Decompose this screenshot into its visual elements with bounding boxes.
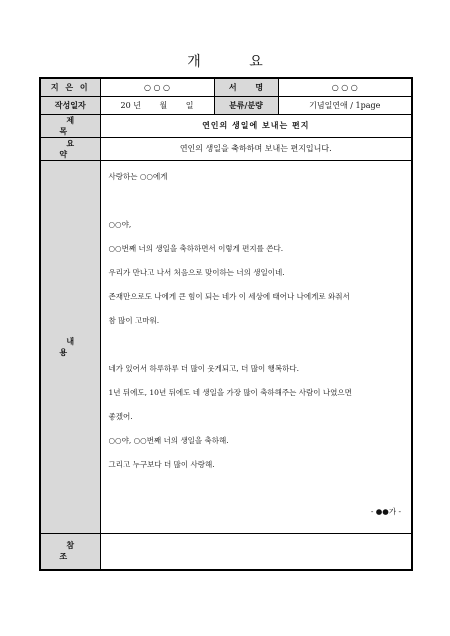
reference-row — [40, 533, 412, 570]
letter-line: ○○야, — [108, 219, 132, 229]
name-label: 서 명 — [214, 78, 278, 96]
reference-value — [100, 533, 412, 570]
author-label: 지 은 이 — [40, 78, 100, 96]
date-value — [100, 96, 214, 114]
summary-value: 연인의 생일을 축하하며 보내는 편지입니다. — [100, 137, 412, 160]
letter-line: 우리가 만나고 나서 처음으로 맞이하는 너의 생일이네. — [108, 267, 285, 277]
name-value: ○ ○ ○ — [278, 78, 412, 96]
date-month: 월 — [159, 100, 168, 110]
summary-label: 요 약 — [40, 137, 100, 160]
date-row — [40, 96, 412, 114]
content-row — [40, 160, 412, 533]
subject-value: 연인의 생일에 보내는 편지 — [100, 114, 412, 137]
category-value: 기념일연애 / 1page — [278, 96, 412, 114]
category-label: 분류/분량 — [214, 96, 278, 114]
subject-row — [40, 114, 412, 137]
letter-body — [100, 160, 412, 533]
author-value: ○ ○ ○ — [100, 78, 214, 96]
letter-line: ○○야, ○○번째 너의 생일을 축하해. — [108, 435, 229, 445]
reference-label: 참 조 — [40, 533, 100, 570]
letter-line: ○○번째 너의 생일을 축하하면서 이렇게 편지를 쓴다. — [108, 243, 284, 253]
letter-line: 참 많이 고마워. — [108, 315, 160, 325]
content-label: 내 용 — [40, 160, 100, 533]
letter-line: 좋겠어. — [108, 411, 133, 421]
author-row — [40, 78, 412, 96]
letter-line: 그리고 누구보다 더 많이 사랑해. — [108, 459, 215, 469]
letter-signature: - ●●가 - — [370, 506, 401, 516]
letter-greeting: 사랑하는 ○○에게 — [108, 171, 168, 181]
letter-line: 1년 뒤에도, 10년 뒤에도 네 생일을 가장 많이 축하해주는 사람이 나였으면 — [108, 387, 352, 397]
letter-line: 존재만으로도 나에게 큰 힘이 되는 네가 이 세상에 태어나 나에게로 와줘서 — [108, 291, 350, 301]
date-day: 일 — [185, 100, 194, 110]
date-label: 작성일자 — [40, 96, 100, 114]
summary-form-table — [39, 77, 413, 571]
date-year: 20 년 — [120, 100, 141, 110]
summary-row — [40, 137, 412, 160]
letter-line: 네가 있어서 하루하루 더 많이 웃게되고, 더 많이 행복하다. — [108, 363, 299, 373]
document-title: 개 요 — [187, 54, 285, 70]
subject-label: 제 목 — [40, 114, 100, 137]
